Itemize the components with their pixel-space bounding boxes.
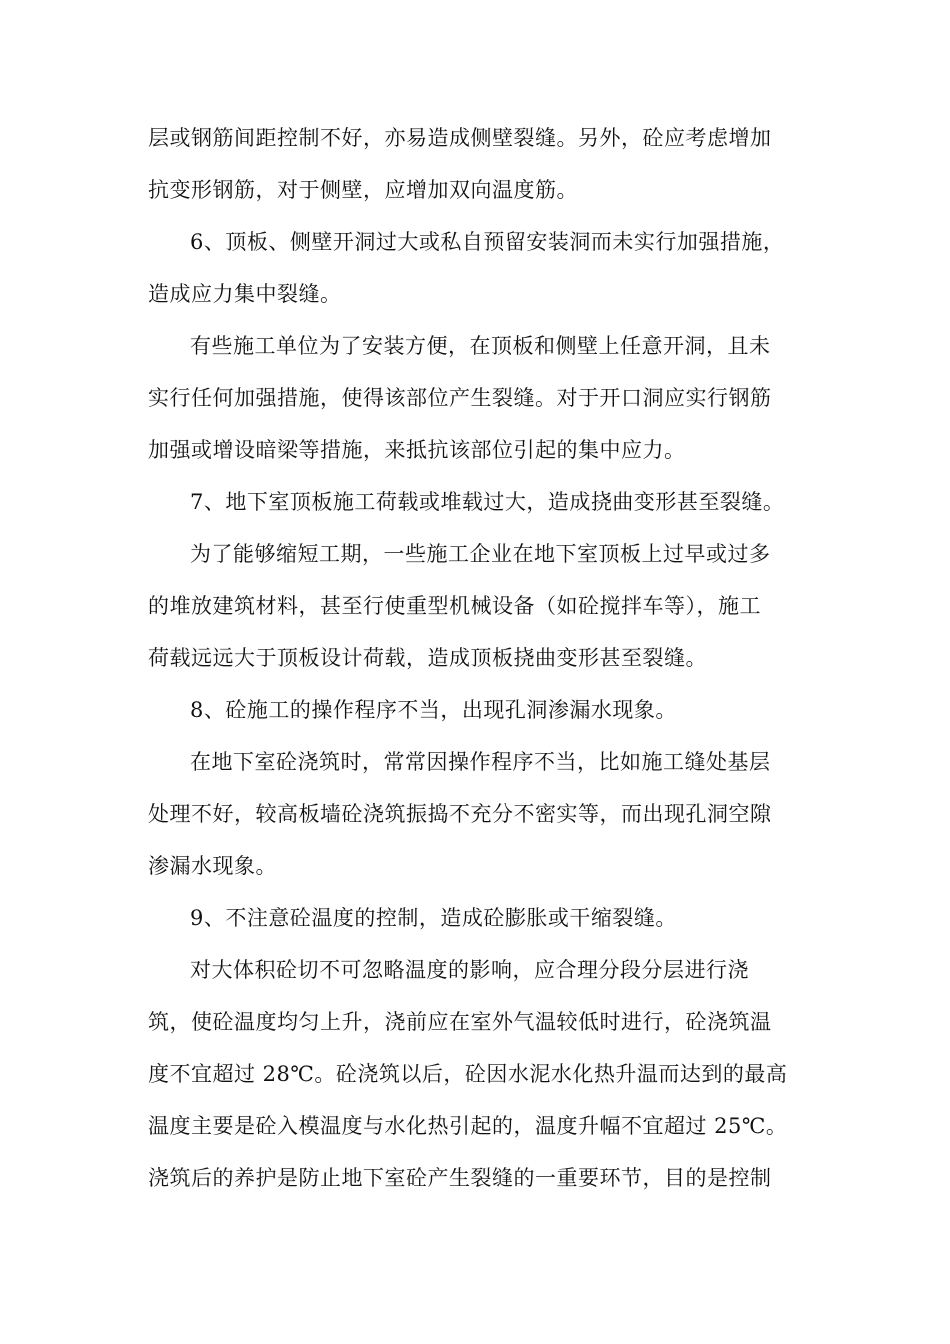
text-line: 加强或增设暗梁等措施，来抵抗该部位引起的集中应力。: [148, 438, 686, 462]
paragraph-start: 对大体积砼切不可忽略温度的影响，应合理分段分层进行浇: [190, 958, 749, 982]
paragraph-start: 在地下室砼浇筑时，常常因操作程序不当，比如施工缝处基层: [190, 750, 771, 774]
text-line: 度不宜超过 28℃。砼浇筑以后，砼因水泥水化热升温而达到的最高: [148, 1062, 788, 1086]
text-line: 造成应力集中裂缝。: [148, 282, 342, 306]
text-line: 抗变形钢筋，对于侧壁，应增加双向温度筋。: [148, 178, 578, 202]
heading-item-6: 6、顶板、侧壁开洞过大或私自预留安装洞而未实行加强措施，: [190, 230, 785, 254]
text-line: 的堆放建筑材料，甚至行使重型机械设备（如砼搅拌车等），施工: [148, 594, 761, 618]
paragraph-start: 为了能够缩短工期，一些施工企业在地下室顶板上过早或过多: [190, 542, 771, 566]
text-line: 处理不好，较高板墙砼浇筑振捣不充分不密实等，而出现孔洞空隙: [148, 802, 772, 826]
paragraph-start: 有些施工单位为了安装方便，在顶板和侧壁上任意开洞，且未: [190, 334, 771, 358]
heading-item-7: 7、地下室顶板施工荷载或堆载过大，造成挠曲变形甚至裂缝。: [190, 490, 785, 514]
heading-item-9: 9、不注意砼温度的控制，造成砼膨胀或干缩裂缝。: [190, 906, 677, 930]
text-line: 荷载远远大于顶板设计荷载，造成顶板挠曲变形甚至裂缝。: [148, 646, 707, 670]
heading-item-8: 8、砼施工的操作程序不当，出现孔洞渗漏水现象。: [190, 698, 677, 722]
text-line: 温度主要是砼入模温度与水化热引起的，温度升幅不宜超过 25℃。: [148, 1114, 788, 1138]
text-line: 浇筑后的养护是防止地下室砼产生裂缝的一重要环节，目的是控制: [148, 1166, 772, 1190]
text-line: 实行任何加强措施，使得该部位产生裂缝。对于开口洞应实行钢筋: [148, 386, 772, 410]
text-line: 渗漏水现象。: [148, 854, 277, 878]
text-line: 筑，使砼温度均匀上升，浇前应在室外气温较低时进行，砼浇筑温: [148, 1010, 772, 1034]
text-line: 层或钢筋间距控制不好，亦易造成侧壁裂缝。另外，砼应考虑增加: [148, 126, 772, 150]
